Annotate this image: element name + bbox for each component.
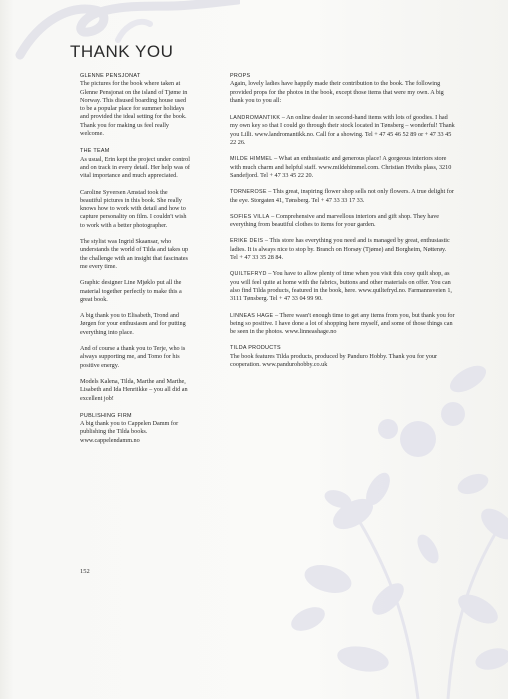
section-heading: PROPS xyxy=(230,73,251,79)
shop-text: – There wasn't enough time to get any items from you, but thank you for being so positive. I have done a lot of shopping here myself, and some of those things can be seen in the photos. www.linneashage.no xyxy=(230,311,455,336)
paragraph: Graphic designer Line Mjøklo put all the material together perfectly to make this a great book. xyxy=(80,279,182,303)
shop-entry xyxy=(230,312,455,337)
paragraph: Models Kalena, Tilda, Marthe and Marthe, Lisabeth and Ida Henriikke – you all did an excellent job! xyxy=(80,377,188,402)
shop-text: – This great, inspiring flower shop sells not only flowers. A true delight for the eye. Storgaten 41, Tønsberg. Tel + 47 33 33 17 33. xyxy=(230,188,454,204)
paragraph: Caroline Syversen Amstad took the beautiful pictures in this book. She really knows how to work with detail and how to capture personality on film. I couldn't wish to work with a better photographer. xyxy=(80,188,187,229)
shop-name: LINNEAS HAGE xyxy=(230,312,274,319)
shop-text: – Comprehensive and marvellous interiors and gift shop. They have everything from beautiful clothes to items for your garden. xyxy=(230,212,440,229)
section-tilda xyxy=(230,344,455,369)
shop-text: – You have to allow plenty of time when you visit this cosy quilt shop, as you will feel quite at home with the fabrics, buttons and other materials on offer. You can also find Tilda products, featured in the book, here. www.quiltefryd.no. Farmannsveien 1, 3111 Tønsberg. Tel + 47 33 04 99 90. xyxy=(230,270,452,303)
paragraph: Again, lovely ladies have happily made their contribution to the book. The following provided props for the photos in the book, except those items that were my own. A big thank you to you all: xyxy=(230,80,444,104)
left-column xyxy=(80,72,190,454)
shop-name: MILDE HIMMEL xyxy=(230,156,273,163)
shop-entry xyxy=(230,188,455,205)
shop-name: ERIKE DEIS xyxy=(230,238,264,245)
shop-text: – An online dealer in second-hand items with lots of goodies. I had my own key so that I could go through their stock located in Tønsberg – wonderful! Thank you Lilli. www.landromantikk.no. Call for a showing. Tel + 47 45 46 52 89 or + 47 33 45 22 26. xyxy=(230,114,455,147)
paragraph: A big thank you to Elisabeth, Trond and Jørgen for your enthusiasm and for putting everything into place. xyxy=(80,312,186,336)
paragraph: The book features Tilda products, produced by Panduro Hobby. Thank you for your cooperation. www.pandurohobby.co.uk xyxy=(230,352,438,369)
shop-name: LANDROMANTIKK xyxy=(230,115,281,122)
shop-entry xyxy=(230,237,455,262)
section-heading: TILDA PRODUCTS xyxy=(230,345,281,352)
paragraph: As usual, Erin kept the project under control and on track in every detail. Her help was of vital importance and much appreciated. xyxy=(80,155,190,180)
section-heading: GLENNE PENSJONAT xyxy=(80,73,141,79)
shop-name: SOFIES VILLA xyxy=(230,213,270,220)
right-column xyxy=(230,72,455,378)
paragraph: And of course a thank you to Terje, who is always supporting me, and Tomo for his positive energy. xyxy=(80,345,186,369)
shop-entry xyxy=(230,270,455,303)
section-heading: THE TEAM xyxy=(80,148,110,155)
section-team xyxy=(80,147,190,402)
shop-entry xyxy=(230,155,455,180)
shop-text: – This store has everything you need and is managed by great, enthusiastic ladies. It is always nice to stop by. Branch on Horsøy (Tjøme) and Borgheim, Nøtterøy. Tel + 47 33 35 28 84. xyxy=(230,237,450,262)
section-glenne xyxy=(80,72,190,138)
section-publishing xyxy=(80,412,190,445)
section-heading: PUBLISHING FIRM xyxy=(80,412,132,419)
shop-entry xyxy=(230,213,455,230)
shop-entry xyxy=(230,114,455,147)
page-number: 152 xyxy=(80,568,90,575)
paragraph: The stylist was Ingrid Skaansar, who understands the world of Tilda and takes up the challenge with an insight that fascinates me every time. xyxy=(80,238,189,270)
page-title: THANK YOU xyxy=(70,42,174,61)
paragraph: The pictures for the book where taken at Glenne Pensjonat on the island of Tjøme in Norway. This disused boarding house used to be a popular place for summer holidays and provided the ideal setting for the book. Thank you for making us feel really welcome. xyxy=(80,80,188,138)
paragraph: A big thank you to Cappelen Damm for publishing the Tilda books. www.cappelendamm.no xyxy=(80,420,179,444)
shop-name: TORNEROSE xyxy=(230,189,267,196)
shop-name: QUILTEFRYD xyxy=(230,271,267,278)
shop-text: – What an enthusiastic and generous place! A gorgeous interiors store with much charm and helpful staff. www.mildehimmel.com. Christian Hvidts plass, 3210 Sandefjord. Tel + 47 33 45 22 20. xyxy=(230,155,452,179)
section-props xyxy=(230,72,455,105)
